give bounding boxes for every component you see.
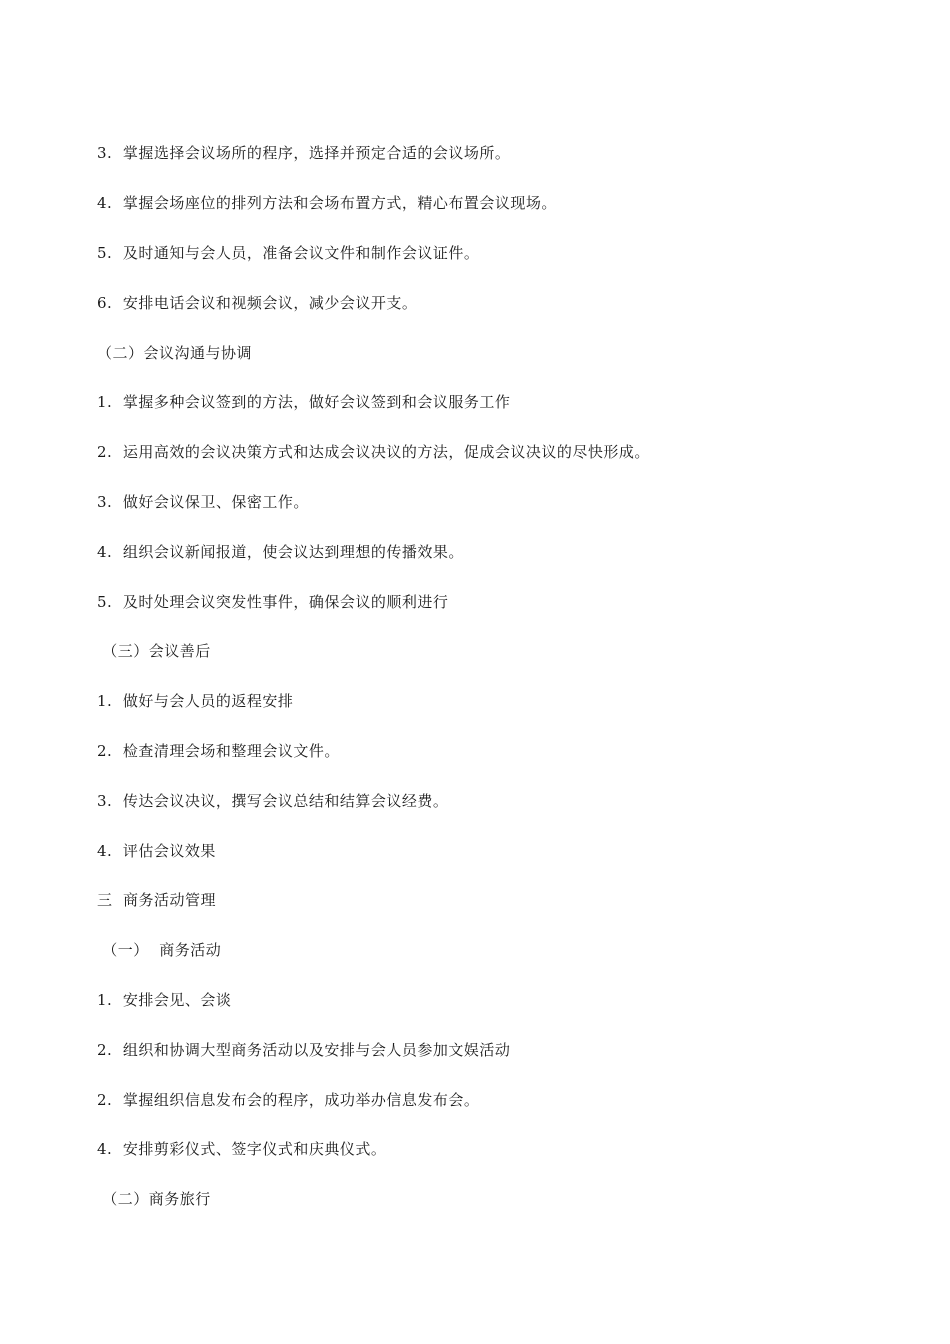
list-item: 1. 安排会见、会谈 [97, 991, 232, 1009]
list-item: 3. 掌握选择会议场所的程序，选择并预定合适的会议场所。 [97, 144, 511, 162]
list-item: 3. 传达会议决议，撰写会议总结和结算会议经费。 [97, 792, 449, 810]
list-item: 5. 及时通知与会人员，准备会议文件和制作会议证件。 [97, 244, 480, 262]
section-heading: （三）会议善后 [97, 642, 211, 660]
list-item: 4. 安排剪彩仪式、签字仪式和庆典仪式。 [97, 1140, 387, 1158]
chapter-heading: 三 商务活动管理 [97, 891, 217, 909]
section-heading: （二）商务旅行 [97, 1190, 211, 1208]
list-item: 3. 做好会议保卫、保密工作。 [97, 493, 309, 511]
list-item: 4. 评估会议效果 [97, 842, 216, 860]
list-item: 2. 掌握组织信息发布会的程序，成功举办信息发布会。 [97, 1091, 480, 1109]
list-item: 6. 安排电话会议和视频会议，减少会议开支。 [97, 294, 418, 312]
list-item: 1. 掌握多种会议签到的方法，做好会议签到和会议服务工作 [97, 393, 511, 411]
list-item: 4. 组织会议新闻报道，使会议达到理想的传播效果。 [97, 543, 464, 561]
list-item: 1. 做好与会人员的返程安排 [97, 692, 294, 710]
list-item: 2. 检查清理会场和整理会议文件。 [97, 742, 340, 760]
list-item: 5. 及时处理会议突发性事件，确保会议的顺利进行 [97, 593, 449, 611]
section-heading: （二）会议沟通与协调 [97, 344, 253, 362]
list-item: 2. 运用高效的会议决策方式和达成会议决议的方法，促成会议决议的尽快形成。 [97, 443, 650, 461]
list-item: 2. 组织和协调大型商务活动以及安排与会人员参加文娱活动 [97, 1041, 511, 1059]
list-item: 4. 掌握会场座位的排列方法和会场布置方式，精心布置会议现场。 [97, 194, 557, 212]
section-heading: （一） 商务活动 [97, 941, 222, 959]
